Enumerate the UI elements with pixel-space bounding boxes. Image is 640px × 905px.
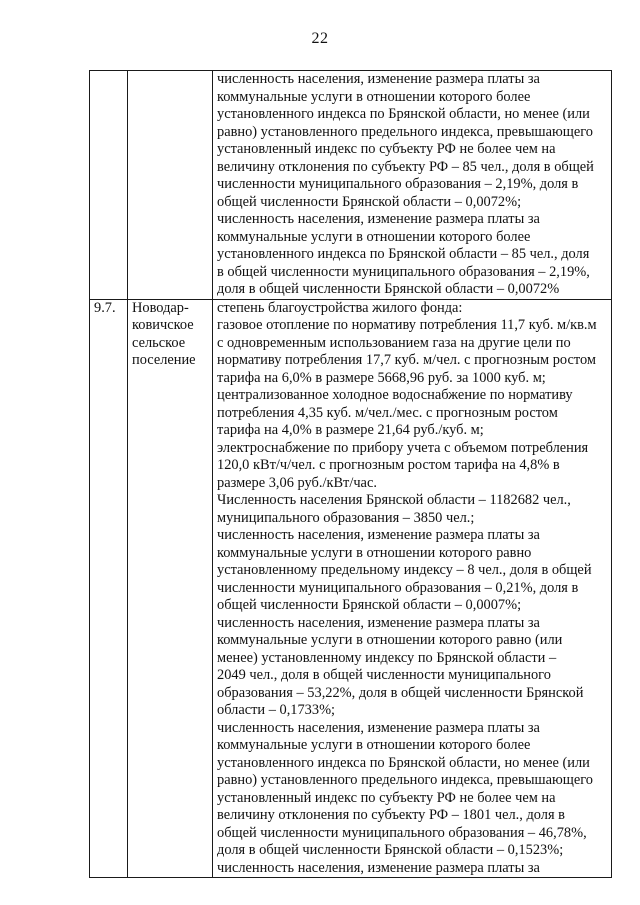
text-line: численность населения, изменение размера платы за: [217, 527, 540, 543]
text-line: менее) установленному индексу по Брянской области –: [217, 649, 557, 666]
text-line: коммунальные услуги в отношении которого более: [217, 88, 531, 105]
description-cell: [213, 299, 612, 878]
text-line: с одновременным использованием газа на другие цели по: [217, 334, 571, 351]
text-line: коммунальные услуги в отношении которого равно: [217, 544, 532, 561]
text-line: централизованное холодное водоснабжение по нормативу: [217, 387, 573, 403]
municipality-cell: [128, 71, 213, 300]
text-line: 120,0 кВт/ч/чел. с прогнозным ростом тарифа на 4,8% в: [217, 457, 560, 473]
text-line: численность населения, изменение размера платы за: [217, 859, 540, 876]
text-line: общей численности Брянской области – 0,0072%;: [217, 193, 522, 210]
table-row: [90, 299, 612, 878]
text-line: коммунальные услуги в отношении которого более: [217, 228, 531, 245]
table-row: [90, 71, 612, 300]
text-line: установленного индекса по Брянской области, но менее (или: [217, 754, 590, 771]
text-line: коммунальные услуги в отношении которого равно (или: [217, 632, 563, 648]
row-number: 9.7.: [94, 299, 116, 316]
text-line: Численность населения Брянской области – 1182682 чел.,: [217, 492, 571, 508]
municipality-name-line: ковичское: [132, 317, 194, 333]
text-line: численности муниципального образования – 0,21%, доля в: [217, 579, 579, 596]
text-line: нормативу потребления 17,7 куб. м/чел. с прогнозным ростом: [217, 352, 596, 368]
text-line: электроснабжение по прибору учета с объемом потребления: [217, 439, 589, 456]
text-line: коммунальные услуги в отношении которого более: [217, 737, 531, 753]
text-line: установленный индекс по субъекту РФ не более чем на: [217, 789, 556, 806]
text-line: установленному предельному индексу – 8 чел., доля в общей: [217, 562, 592, 578]
text-line: газовое отопление по нормативу потребления 11,7 куб. м/кв.м: [217, 317, 597, 333]
text-line: степень благоустройства жилого фонда:: [217, 299, 463, 316]
municipality-cell: [128, 299, 213, 878]
document-table: [89, 70, 612, 878]
text-line: величину отклонения по субъекту РФ – 85 чел., доля в общей: [217, 158, 594, 175]
text-line: величину отклонения по субъекту РФ – 1801 чел., доля в: [217, 807, 565, 823]
text-line: численность населения, изменение размера платы за: [217, 719, 540, 736]
text-line: 2049 чел., доля в общей численности муниципального: [217, 667, 551, 683]
page-number: 22: [311, 30, 329, 47]
description-cell: [213, 71, 612, 300]
text-line: тарифа на 4,0% в размере 21,64 руб./куб. м;: [217, 422, 484, 438]
text-line: тарифа на 6,0% в размере 5668,96 руб. за 1000 куб. м;: [217, 369, 546, 386]
text-line: численность населения, изменение размера платы за: [217, 71, 540, 87]
text-line: муниципального образования – 3850 чел.;: [217, 509, 475, 526]
text-line: доля в общей численности Брянской области – 0,1523%;: [217, 842, 564, 858]
text-line: установленного индекса по Брянской области – 85 чел., доля: [217, 246, 590, 262]
municipality-name-line: Новодар-: [132, 299, 189, 316]
text-line: установленного индекса по Брянской области, но менее (или: [217, 106, 590, 122]
text-line: равно) установленного предельного индекса, превышающего: [217, 123, 593, 140]
row-number-cell: [90, 71, 128, 300]
text-line: установленный индекс по субъекту РФ не более чем на: [217, 141, 556, 157]
row-number-cell: [90, 299, 128, 878]
text-line: образования – 53,22%, доля в общей численности Брянской: [217, 684, 584, 701]
text-line: равно) установленного предельного индекса, превышающего: [217, 772, 593, 788]
text-line: области – 0,1733%;: [217, 702, 336, 718]
text-line: численность населения, изменение размера платы за: [217, 614, 540, 631]
text-line: в общей численности муниципального образования – 2,19%,: [217, 263, 590, 280]
text-line: общей численности муниципального образования – 46,78%,: [217, 824, 587, 841]
text-line: доля в общей численности Брянской области – 0,0072%: [217, 281, 560, 297]
text-line: размере 3,06 руб./кВт/час.: [217, 474, 377, 491]
text-line: общей численности Брянской области – 0,0007%;: [217, 597, 522, 613]
municipality-name-line: поселение: [132, 352, 196, 368]
text-line: потребления 4,35 куб. м/чел./мес. с прогнозным ростом: [217, 404, 558, 421]
text-line: численности муниципального образования – 2,19%, доля в: [217, 176, 579, 192]
municipality-name-line: сельское: [132, 334, 186, 351]
text-line: численность населения, изменение размера платы за: [217, 211, 540, 227]
